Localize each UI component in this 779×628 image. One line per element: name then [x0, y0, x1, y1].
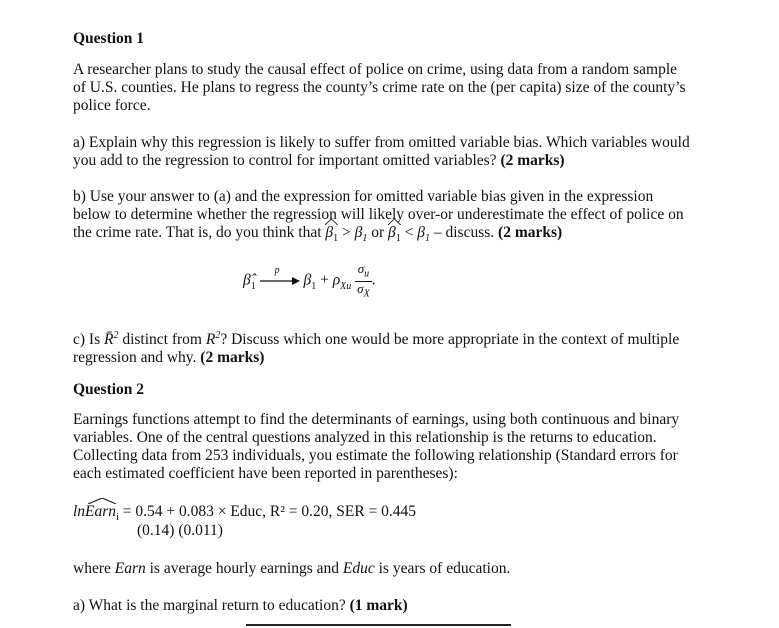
part-a-text: a) Explain why this regression is likely to suffer from omitted variable bias. Which variables would you add to the regression to control for important omitted variables? — [73, 134, 690, 169]
gt-sign: > — [342, 224, 351, 241]
q2-part-a-marks: (1 mark) — [349, 597, 408, 614]
formula-beta: β — [303, 271, 312, 289]
fraction-denominator: $\sigma_X$ — [357, 280, 370, 300]
where-text-1: where — [73, 560, 111, 577]
part-b-discuss: – discuss. — [433, 224, 495, 241]
r-squared: $R^2$ — [205, 330, 221, 349]
question-2-part-a — [73, 597, 693, 615]
lt-sign: < — [404, 224, 414, 241]
q2-part-a-text: a) What is the marginal return to education? — [73, 597, 346, 614]
bottom-divider — [246, 624, 511, 626]
formula-rho-sub: Xu — [340, 280, 352, 292]
formula-beta-hat: β̂ — [243, 271, 251, 289]
where-educ: Educ — [342, 560, 375, 577]
question-1-part-c — [73, 327, 693, 367]
arrow-label: p — [274, 265, 280, 277]
formula-beta-sub: 1 — [311, 280, 317, 292]
beta-inline-1: $\beta_1$ — [354, 224, 368, 245]
question-2-intro: Earnings functions attempt to find the determinants of earnings, using both continuous and binary variables. One of the central questions analyzed in this relationship is the returns to education. Collecting data from 253 individuals, you estimate the following relationship (Standard errors for each estimated coefficient have been reported in parentheses): — [73, 411, 680, 482]
standard-errors: (0.14) (0.011) — [137, 522, 223, 539]
earnings-equation — [73, 503, 416, 523]
question-1-intro: A researcher plans to study the causal effect of police on crime, using data from a random sample of U.S. counties. He plans to regress the county’s crime rate on the (per capita) size of the county’s police force. — [73, 61, 686, 114]
part-c-text-1: c) Is — [73, 331, 101, 349]
beta-inline-2: $\beta_1$ — [417, 224, 430, 245]
omitted-variable-bias-formula — [243, 262, 376, 300]
question-2-heading: Question 2 — [73, 381, 145, 398]
where-text-3: is years of education. — [378, 560, 511, 577]
part-b-text: b) Use your answer to (a) and the expression for omitted variable bias given in the expression below to determine whether the regression will likely over-or underestimate the effect of police on the crime rate. That is, do you think that — [73, 188, 684, 241]
or-text: or — [371, 224, 385, 241]
equation-rhs: = 0.54 + 0.083 × Educ, R² = 0.20, SER = 0.445 — [122, 503, 417, 520]
formula-fraction — [355, 262, 372, 300]
question-1-heading: Question 1 — [73, 30, 145, 47]
formula-period: . — [371, 271, 376, 289]
beta-hat-inline-1: $\beta_1$ — [325, 224, 338, 248]
part-b-marks: (2 marks) — [498, 224, 563, 241]
formula-sub-1: 1 — [250, 280, 256, 292]
question-1-part-a — [73, 134, 693, 170]
formula-rho: ρ — [332, 271, 341, 289]
part-c-text-2: distinct from — [122, 331, 202, 349]
part-a-marks: (2 marks) — [500, 152, 565, 169]
beta-hat-inline-2: $\beta_1$ — [388, 224, 401, 248]
where-earn: Earn — [114, 560, 146, 577]
formula-plus: + — [320, 271, 329, 289]
ln-earn-hat: lnEarn — [73, 503, 116, 521]
part-c-marks: (2 marks) — [200, 349, 265, 367]
convergence-arrow — [260, 265, 300, 288]
question-2-where — [73, 560, 693, 578]
fraction-numerator: $\sigma_u$ — [355, 262, 372, 282]
question-1-part-b — [73, 188, 693, 248]
where-text-2: is average hourly earnings and — [149, 560, 340, 577]
r-bar-squared: R̄$^2$ — [104, 330, 119, 349]
part-c-text-3: ? Discuss which one would be more appropriate in the context of multiple regression and why. — [73, 331, 680, 367]
ln-earn-subscript: i — [116, 512, 119, 524]
